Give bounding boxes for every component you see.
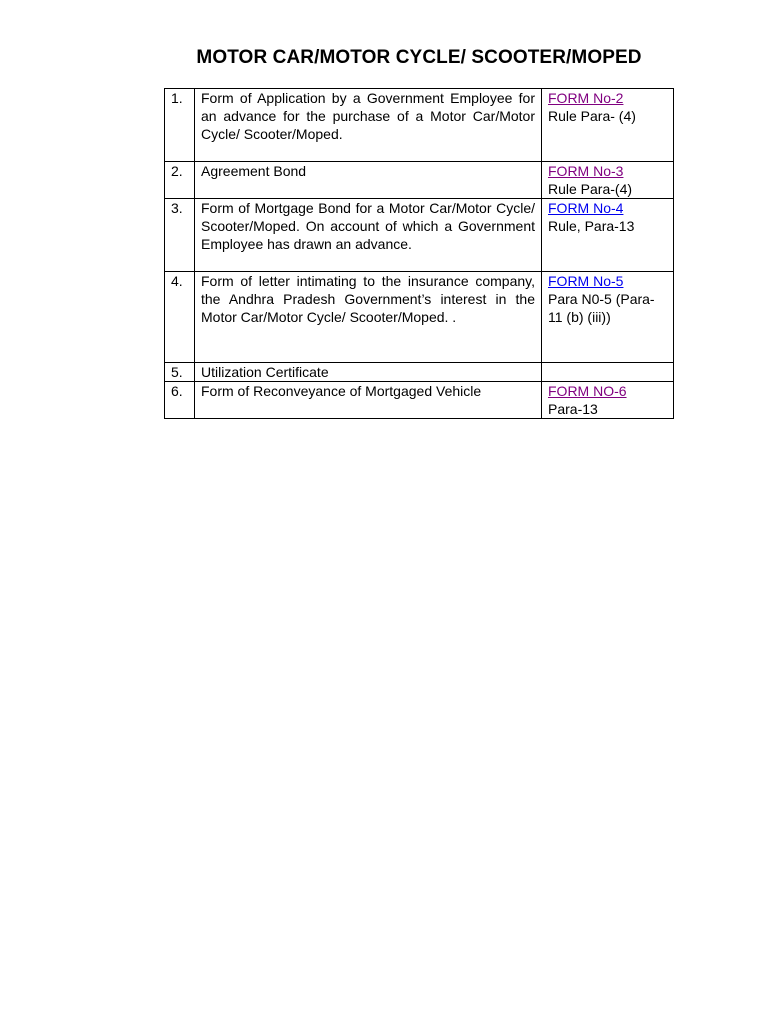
row-number: 4. — [165, 272, 195, 363]
table-row — [165, 89, 674, 162]
form-link[interactable]: FORM No-3 — [548, 163, 624, 179]
row-description: Form of Reconveyance of Mortgaged Vehicle — [195, 382, 542, 419]
row-reference: Rule, Para-13 — [548, 218, 635, 234]
row-description: Utilization Certificate — [195, 363, 542, 382]
row-reference: Para N0-5 (Para-11 (b) (iii)) — [548, 291, 655, 325]
row-description: Agreement Bond — [195, 162, 542, 199]
row-number: 3. — [165, 199, 195, 272]
page-title: MOTOR CAR/MOTOR CYCLE/ SCOOTER/MOPED — [196, 47, 642, 68]
table-row — [165, 199, 674, 272]
row-reference-cell — [542, 199, 674, 272]
row-description: Form of Mortgage Bond for a Motor Car/Motor Cycle/ Scooter/Moped. On account of which a Government Employee has drawn an advance. — [195, 199, 542, 272]
row-number: 2. — [165, 162, 195, 199]
table-row — [165, 363, 674, 382]
row-number: 6. — [165, 382, 195, 419]
row-description: Form of letter intimating to the insurance company, the Andhra Pradesh Government’s interest in the Motor Car/Motor Cycle/ Scooter/Moped. . — [195, 272, 542, 363]
forms-table — [164, 88, 674, 419]
form-link[interactable]: FORM No-4 — [548, 200, 624, 216]
row-reference-cell — [542, 272, 674, 363]
row-reference: Para-13 — [548, 401, 598, 417]
row-description: Form of Application by a Government Employee for an advance for the purchase of a Motor Car/Motor Cycle/ Scooter/Moped. — [195, 89, 542, 162]
table-row — [165, 382, 674, 419]
row-number: 5. — [165, 363, 195, 382]
table-row — [165, 272, 674, 363]
form-link[interactable]: FORM No-2 — [548, 90, 624, 106]
row-reference-cell — [542, 382, 674, 419]
row-reference-cell — [542, 89, 674, 162]
row-reference: Rule Para-(4) — [548, 181, 633, 197]
table-row — [165, 162, 674, 199]
row-reference: Rule Para- (4) — [548, 108, 636, 124]
row-reference-cell — [542, 363, 674, 382]
row-number: 1. — [165, 89, 195, 162]
form-link[interactable]: FORM NO-6 — [548, 383, 627, 399]
form-link[interactable]: FORM No-5 — [548, 273, 624, 289]
row-reference-cell — [542, 162, 674, 199]
